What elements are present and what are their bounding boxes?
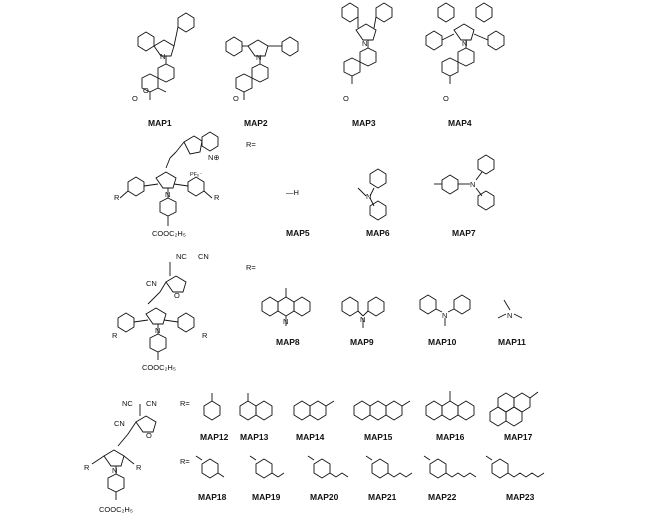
r-equals-row4: R= (180, 399, 190, 408)
atom-n-map10: N (442, 311, 448, 320)
atom-nc-2: NC (122, 399, 133, 408)
atom-n-map1: N (160, 52, 166, 61)
atom-r-left-2: R (112, 331, 118, 340)
atom-n-pyrrole-1: N (165, 190, 171, 199)
label-map22: MAP22 (428, 492, 457, 502)
atom-n-map8: N (283, 317, 289, 326)
atom-ester-2: COOC₂H₅ (142, 363, 176, 372)
structure-map17 (490, 392, 538, 426)
label-map20: MAP20 (310, 492, 339, 502)
structure-map19 (250, 456, 284, 478)
atom-o-furan-2: O (146, 431, 152, 440)
label-map16: MAP16 (436, 432, 465, 442)
structure-map6 (358, 169, 386, 220)
r-equals-row2: R= (246, 140, 256, 149)
label-map13: MAP13 (240, 432, 269, 442)
atom-r-left-1: R (114, 193, 120, 202)
label-map9: MAP9 (350, 337, 374, 347)
label-map5: MAP5 (286, 228, 310, 238)
atom-cn-1: CN (198, 252, 209, 261)
structure-map7 (434, 155, 494, 210)
label-map14: MAP14 (296, 432, 325, 442)
atom-r-right-2: R (202, 331, 208, 340)
atom-n-map6: N (366, 192, 372, 201)
structure-indolium-pyrrole (120, 132, 218, 226)
structure-map15 (354, 401, 410, 420)
atom-n-map4: N (462, 39, 468, 48)
label-map19: MAP19 (252, 492, 281, 502)
atom-n-map2: N (256, 53, 262, 62)
atom-r-right-1: R (214, 193, 220, 202)
structure-map23 (486, 456, 544, 478)
atom-n-map3: N (362, 39, 368, 48)
label-map6: MAP6 (366, 228, 390, 238)
atom-nc-1: NC (176, 252, 187, 261)
atom-o-map4: O (443, 94, 449, 103)
atom-n-map11: N (507, 311, 513, 320)
atom-o-map3: O (343, 94, 349, 103)
label-map11: MAP11 (498, 337, 526, 347)
structure-map13 (240, 393, 272, 420)
atom-r-left-3: R (84, 463, 90, 472)
atom-n-map7: N (470, 180, 476, 189)
atom-ester-3: COOC₂H₅ (99, 505, 133, 514)
atom-o-furan-1: O (174, 291, 180, 300)
label-map1: MAP1 (148, 118, 172, 128)
structure-map14 (294, 401, 334, 420)
structure-map2 (226, 37, 298, 100)
structure-map16 (426, 391, 474, 420)
label-map12: MAP12 (200, 432, 229, 442)
atom-nplus: N⊕ (208, 153, 220, 162)
atom-n-pyrrole-3: N (112, 466, 118, 475)
structure-map21 (366, 456, 412, 478)
label-map2: MAP2 (244, 118, 268, 128)
atom-n-pyrrole-2: N (155, 326, 161, 335)
atom-r-right-3: R (136, 463, 142, 472)
label-map18: MAP18 (198, 492, 227, 502)
atom-cn-2: CN (146, 279, 157, 288)
label-map8: MAP8 (276, 337, 300, 347)
label-map10: MAP10 (428, 337, 457, 347)
atom-ester-1: COOC₂H₅ (152, 229, 186, 238)
label-map23: MAP23 (506, 492, 535, 502)
atom-n-map9: N (360, 315, 366, 324)
atom-o2-map1: O (132, 94, 138, 103)
atom-cn-4: CN (114, 419, 125, 428)
structure-map20 (308, 456, 348, 478)
structure-map12 (204, 393, 220, 420)
label-map7: MAP7 (452, 228, 476, 238)
atom-o-map2: O (233, 94, 239, 103)
substituent-h: —H (286, 188, 299, 197)
atom-cn-3: CN (146, 399, 157, 408)
structure-furan-pyrrole-1 (118, 262, 194, 360)
atom-o-map1: O (143, 86, 149, 95)
structure-map18 (196, 456, 224, 478)
label-map21: MAP21 (368, 492, 397, 502)
structure-map22 (424, 456, 476, 478)
r-equals-row5: R= (180, 457, 190, 466)
label-map17: MAP17 (504, 432, 533, 442)
r-equals-row3: R= (246, 263, 256, 272)
atom-pf6: PF₆⁻ (190, 172, 203, 178)
label-map4: MAP4 (448, 118, 472, 128)
label-map15: MAP15 (364, 432, 393, 442)
label-map3: MAP3 (352, 118, 376, 128)
